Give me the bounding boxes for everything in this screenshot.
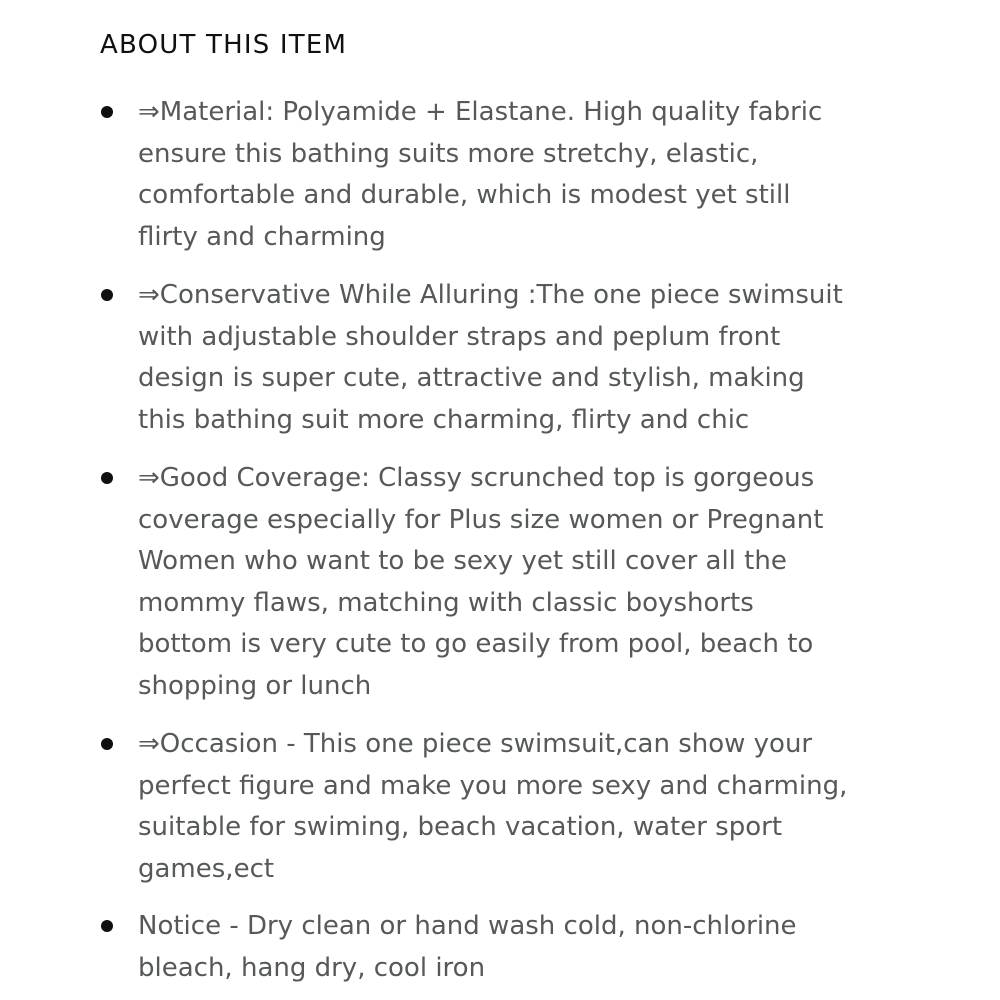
section-title: ABOUT THIS ITEM — [100, 30, 348, 60]
bullet-dot-icon — [101, 289, 113, 301]
bullet-line: suitable for swiming, beach vacation, water sport — [138, 812, 783, 842]
bullet-line: ⇒Material: Polyamide + Elastane. High quality fabric — [138, 97, 823, 127]
bullet-line: ⇒Good Coverage: Classy scrunched top is gorgeous — [138, 463, 815, 493]
bullet-line: ⇒Occasion - This one piece swimsuit,can show your — [138, 729, 813, 759]
bullet-dot-icon — [101, 472, 113, 484]
bullet-line: bleach, hang dry, cool iron — [138, 952, 486, 983]
bullet-line: flirty and charming — [138, 221, 386, 252]
bullet-text — [138, 92, 938, 258]
bullet-line: this bathing suit more charming, flirty and chic — [138, 404, 750, 435]
bullet-line: with adjustable shoulder straps and peplum front — [138, 321, 781, 352]
bullet-line: Women who want to be sexy yet still cover all the — [138, 546, 787, 576]
bullet-line: shopping or lunch — [138, 670, 372, 701]
bullet-line: comfortable and durable, which is modest yet still — [138, 180, 791, 210]
bullet-line: perfect figure and make you more sexy and charming, — [138, 770, 848, 801]
bullet-dot-icon — [101, 920, 113, 932]
bullet-dot-icon — [101, 106, 113, 118]
bullet-text — [138, 275, 938, 441]
bullet-line: games,ect — [138, 853, 275, 884]
bullet-text — [138, 724, 938, 890]
bullet-line: design is super cute, attractive and stylish, making — [138, 363, 805, 393]
bullet-line: ⇒Conservative While Alluring :The one piece swimsuit — [138, 280, 843, 310]
bullet-line: mommy flaws, matching with classic boyshorts — [138, 587, 754, 618]
bullet-line: coverage especially for Plus size women or Pregnant — [138, 504, 824, 535]
bullet-text — [138, 458, 938, 707]
bullet-text — [138, 906, 938, 989]
bullet-line: Notice - Dry clean or hand wash cold, non-chlorine — [138, 911, 797, 941]
bullet-line: ensure this bathing suits more stretchy, elastic, — [138, 138, 759, 169]
bullet-line: bottom is very cute to go easily from pool, beach to — [138, 629, 814, 659]
bullet-dot-icon — [101, 738, 113, 750]
